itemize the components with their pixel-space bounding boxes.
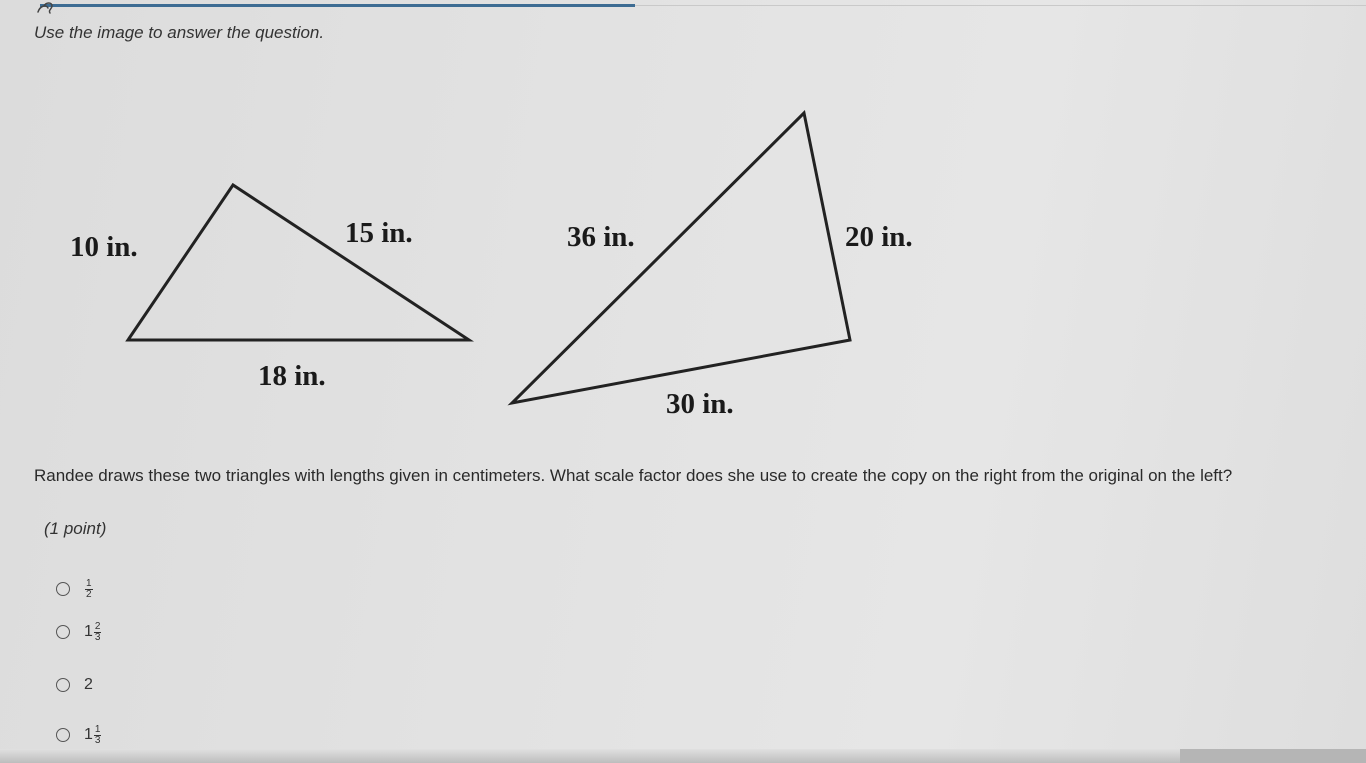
question-text: Randee draws these two triangles with lengths given in centimeters. What scale factor does she use to create the copy on the right from the original on the left? xyxy=(34,466,1233,485)
answer-option-4[interactable] xyxy=(56,720,101,750)
original-triangle xyxy=(128,185,469,340)
bottom-edge xyxy=(0,749,1366,763)
option-label xyxy=(84,725,101,746)
point-value: (1 point) xyxy=(44,519,107,538)
left-side-label: 10 in. xyxy=(70,231,138,263)
instructions-text: Use the image to answer the question. xyxy=(34,23,325,42)
left-base-label: 18 in. xyxy=(258,360,326,392)
right-base-label: 30 in. xyxy=(666,388,734,420)
fraction: $\frac{1}{2}$ xyxy=(86,577,92,600)
fraction: $\frac{2}{3}$ xyxy=(94,620,101,643)
right-short-side-label: 20 in. xyxy=(845,221,913,253)
left-hypotenuse-label: 15 in. xyxy=(345,217,413,249)
radio-button[interactable] xyxy=(56,582,70,596)
option-label xyxy=(84,676,93,694)
whole-number: 1 xyxy=(84,623,93,640)
answer-option-1[interactable] xyxy=(56,574,93,604)
copy-triangle xyxy=(512,113,850,403)
bottom-edge-shadow xyxy=(1180,749,1366,763)
answer-option-3[interactable] xyxy=(56,670,93,700)
option-label xyxy=(84,622,101,643)
whole-number: 1 xyxy=(84,726,93,743)
whole-number: 2 xyxy=(84,676,93,693)
radio-button[interactable] xyxy=(56,678,70,692)
radio-button[interactable] xyxy=(56,728,70,742)
answer-option-2[interactable] xyxy=(56,617,101,647)
option-label xyxy=(84,579,93,600)
radio-button[interactable] xyxy=(56,625,70,639)
fraction: $\frac{1}{3}$ xyxy=(94,723,101,746)
right-long-side-label: 36 in. xyxy=(567,221,635,253)
